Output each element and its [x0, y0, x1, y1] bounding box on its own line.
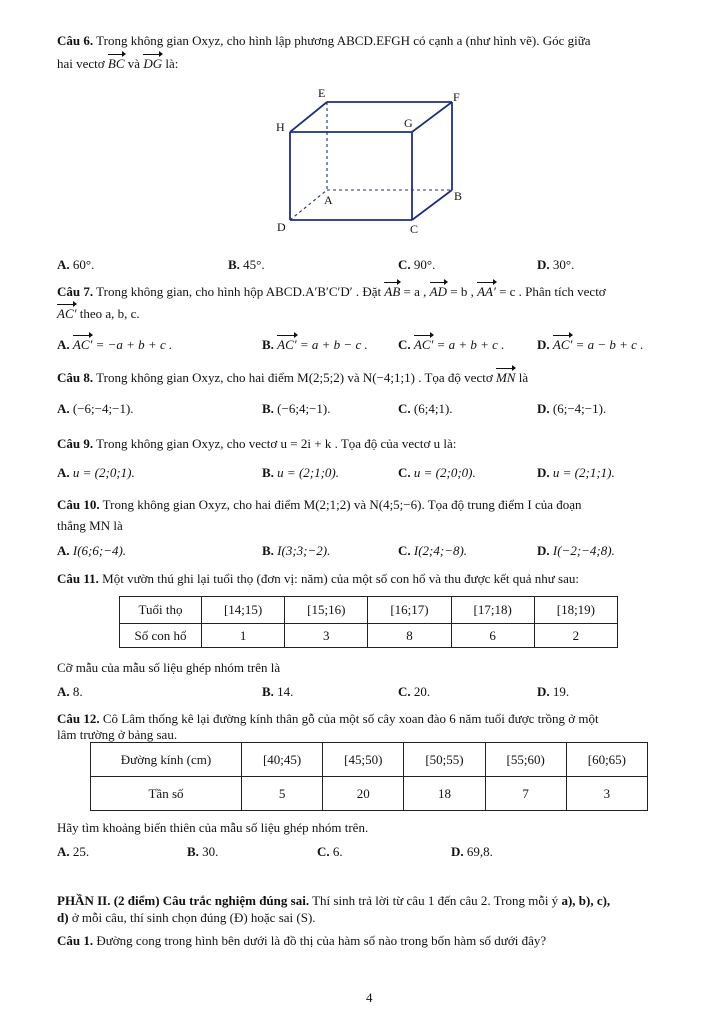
- q11-option-c[interactable]: C. 20.: [398, 684, 431, 699]
- label-c: C: [410, 222, 419, 236]
- q6-label: Câu 6.: [57, 33, 94, 48]
- table-cell: [50;55): [404, 743, 485, 777]
- table-header: Tuổi thọ: [120, 597, 202, 624]
- q8-option-c[interactable]: C. (6;4;1).: [398, 401, 453, 416]
- q12-option-b[interactable]: B. 30.: [187, 844, 219, 859]
- q12-option-d[interactable]: D. 69,8.: [451, 844, 493, 859]
- q6-option-d[interactable]: D. 30°.: [537, 257, 575, 272]
- label-b: B: [454, 189, 463, 203]
- q9-option-c[interactable]: C. u = (2;0;0).: [398, 465, 476, 480]
- q12-option-a[interactable]: A. 25.: [57, 844, 90, 859]
- table-cell: 3: [285, 624, 368, 648]
- q6-option-b[interactable]: B. 45°.: [228, 257, 265, 272]
- q7-option-b[interactable]: B. AC′ = a + b − c .: [262, 337, 368, 352]
- table-cell: [16;17): [368, 597, 451, 624]
- q10-option-a[interactable]: A. I(6;6;−4).: [57, 543, 127, 558]
- table-cell: [45;50): [323, 743, 404, 777]
- q8-option-d[interactable]: D. (6;−4;−1).: [537, 401, 607, 416]
- label-d: D: [277, 220, 286, 234]
- vector-dg: DG: [143, 56, 163, 71]
- q12-table: [90, 742, 648, 811]
- q9-option-a[interactable]: A. u = (2;0;1).: [57, 465, 135, 480]
- table-header: Đường kính (cm): [91, 743, 242, 777]
- q7-option-c[interactable]: C. AC′ = a + b + c .: [398, 337, 505, 352]
- label-g: G: [404, 116, 413, 130]
- table-cell: 20: [323, 777, 404, 811]
- label-e: E: [318, 86, 326, 100]
- q10-line1: Câu 10. Trong không gian Oxyz, cho hai điểm M(2;1;2) và N(4;5;−6). Tọa độ trung điểm I của đoạn: [57, 497, 582, 512]
- q6-line2: hai vectơ BC và DG là:: [57, 56, 179, 71]
- table-cell: 18: [404, 777, 485, 811]
- q10-line2: thẳng MN là: [57, 518, 123, 533]
- q7-line1: Câu 7. Trong không gian, cho hình hộp ABCD.A′B′C′D′ . Đặt AB = a , AD = b , AA′ = c . Phân tích vectơ: [57, 284, 606, 299]
- table-header: Tần số: [91, 777, 242, 811]
- q6-option-c[interactable]: C. 90°.: [398, 257, 436, 272]
- q6-line1: Câu 6. Trong không gian Oxyz, cho hình lập phương ABCD.EFGH có cạnh a (như hình vẽ). Góc giữa: [57, 33, 591, 48]
- q6-option-a[interactable]: A. 60°.: [57, 257, 95, 272]
- q10-option-c[interactable]: C. I(2;4;−8).: [398, 543, 468, 558]
- q7-option-d[interactable]: D. AC′ = a − b + c .: [537, 337, 644, 352]
- q11-line1: Câu 11. Một vườn thú ghi lại tuổi thọ (đơn vị: năm) của một số con hổ và thu được kết quả như sau:: [57, 571, 579, 586]
- q12-line1: Câu 12. Cô Lâm thống kê lại đường kính thân gỗ của một số cây xoan đào 6 năm tuổi được trồng ở một: [57, 711, 599, 726]
- page-number: 4: [366, 990, 373, 1005]
- part2-line2: d) ở mỗi câu, thí sinh chọn đúng (Đ) hoặc sai (S).: [57, 910, 316, 925]
- q9-option-d[interactable]: D. u = (2;1;1).: [537, 465, 615, 480]
- q10-option-b[interactable]: B. I(3;3;−2).: [262, 543, 331, 558]
- table-cell: [17;18): [451, 597, 534, 624]
- table-cell: 2: [534, 624, 617, 648]
- q7-option-a[interactable]: A. AC′ = −a + b + c .: [57, 337, 173, 352]
- part2-line1: PHẦN II. (2 điểm) Câu trắc nghiệm đúng sai. Thí sinh trả lời từ câu 1 đến câu 2. Trong mỗi ý a), b), c),: [57, 893, 611, 908]
- table-cell: [15;16): [285, 597, 368, 624]
- table-cell: 1: [202, 624, 285, 648]
- label-f: F: [453, 90, 460, 104]
- table-cell: 6: [451, 624, 534, 648]
- q12-option-c[interactable]: C. 6.: [317, 844, 343, 859]
- q11-table: [119, 596, 618, 648]
- cube-figure: [270, 85, 470, 240]
- q8-line1: Câu 8. Trong không gian Oxyz, cho hai điểm M(2;5;2) và N(−4;1;1) . Tọa độ vectơ MN là: [57, 370, 529, 385]
- table-cell: 3: [566, 777, 647, 811]
- table-cell: [14;15): [202, 597, 285, 624]
- q9-option-b[interactable]: B. u = (2;1;0).: [262, 465, 340, 480]
- table-cell: 7: [485, 777, 566, 811]
- q11-option-b[interactable]: B. 14.: [262, 684, 294, 699]
- table-cell: 8: [368, 624, 451, 648]
- q11-option-d[interactable]: D. 19.: [537, 684, 570, 699]
- q11-after: Cỡ mẫu của mẫu số liệu ghép nhóm trên là: [57, 660, 281, 675]
- label-a: A: [324, 193, 333, 207]
- table-cell: 5: [242, 777, 323, 811]
- table-cell: [55;60): [485, 743, 566, 777]
- q8-option-b[interactable]: B. (−6;4;−1).: [262, 401, 331, 416]
- q12-after: Hãy tìm khoảng biến thiên của mẫu số liệu ghép nhóm trên.: [57, 820, 369, 835]
- table-header: Số con hổ: [120, 624, 202, 648]
- q10-option-d[interactable]: D. I(−2;−4;8).: [537, 543, 615, 558]
- table-cell: [60;65): [566, 743, 647, 777]
- q9-line1: Câu 9. Trong không gian Oxyz, cho vectơ u = 2i + k . Tọa độ của vectơ u là:: [57, 436, 457, 451]
- table-cell: [40;45): [242, 743, 323, 777]
- table-cell: [18;19): [534, 597, 617, 624]
- part2-title: PHẦN II. (2 điểm) Câu trắc nghiệm đúng sai.: [57, 893, 310, 908]
- q7-line2: AC′ theo a, b, c.: [57, 306, 140, 321]
- part2-q1: Câu 1. Đường cong trong hình bên dưới là đồ thị của hàm số nào trong bốn hàm số dưới đây?: [57, 933, 547, 948]
- q8-option-a[interactable]: A. (−6;−4;−1).: [57, 401, 134, 416]
- label-h: H: [276, 120, 285, 134]
- q11-option-a[interactable]: A. 8.: [57, 684, 83, 699]
- vector-bc: BC: [107, 56, 125, 71]
- q12-line2: lâm trường ở bảng sau.: [57, 727, 178, 742]
